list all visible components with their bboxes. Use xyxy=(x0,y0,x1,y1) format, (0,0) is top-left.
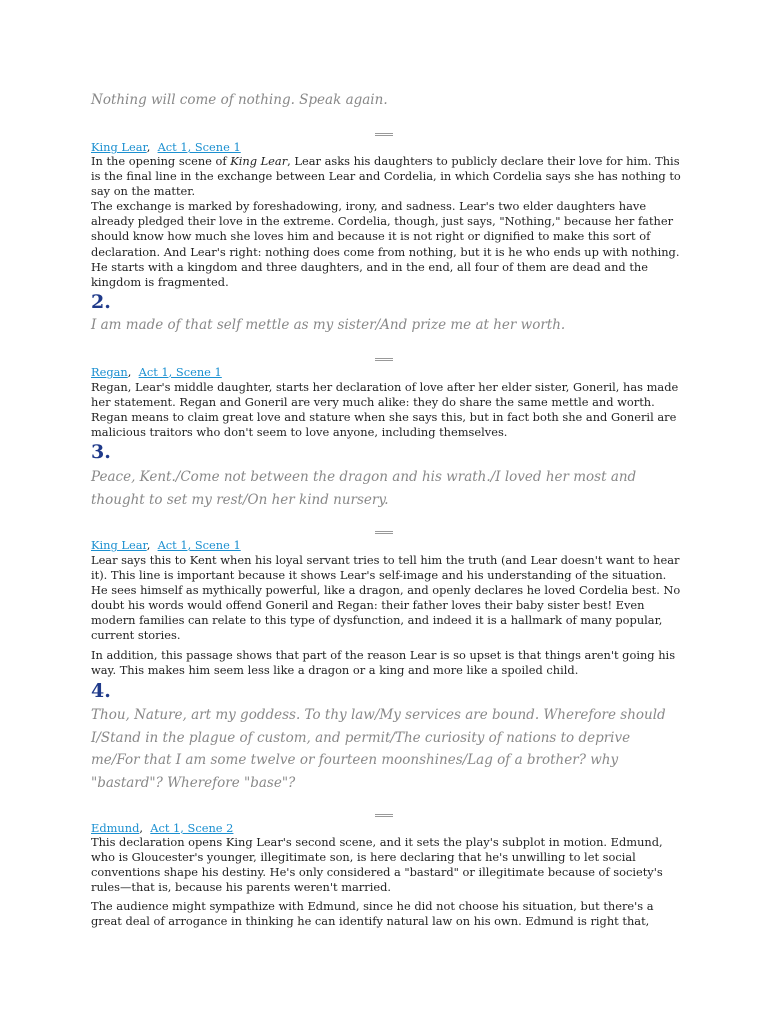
separator-1 xyxy=(375,133,393,136)
quote-4: Thou, Nature, art my goddess. To thy law/My services are bound. Wherefore should I/Stand in the plague of custom, and permit/The curiosity of nations to deprive me/For that I am some twelve or fourteen moonshines/Lag of a brother? why "bastard"? Wherefore "base"? xyxy=(91,707,666,791)
speaker-link-1[interactable]: King Lear xyxy=(91,140,147,154)
commentary-4-p1: This declaration opens King Lear's second scene, and it sets the play's subplot in motion. Edmund, who is Gloucester's younger, illegitimate son, is here declaring that he's unwilling to let social conventions shape his destiny. He's only considered a "bastard" or illegitimate because of society's rules—that is, because his parents weren't married. xyxy=(91,835,663,895)
quote-1: Nothing will come of nothing. Speak again. xyxy=(91,92,388,108)
quote-number-2: 2. xyxy=(91,291,111,313)
comma: , xyxy=(146,140,151,154)
commentary-3-p1: Lear says this to Kent when his loyal servant tries to tell him the truth (and Lear doesn't want to hear it). This line is important because it shows Lear's self-image and his understanding of the situation. He sees himself as mythically powerful, like a dragon, and openly declares he loved Cordelia best. No doubt his words would offend Goneril and Regan: their father loves their baby sister best! Even modern families can relate to this type of dysfunction, and indeed it is a hallmark of many popular, current stories. xyxy=(91,553,681,643)
quote-number-3: 3. xyxy=(91,441,111,463)
commentary-2-p1: Regan, Lear's middle daughter, starts her declaration of love after her elder sister, Goneril, has made her statement. Regan and Goneril are very much alike: they do share the same mettle and worth. Regan means to claim great love and stature when she says this, but in fact both she and Goneril are malicious traitors who don't seem to love anyone, including themselves. xyxy=(91,380,679,440)
act-link-2[interactable]: Act 1, Scene 1 xyxy=(138,365,222,379)
speaker-link-2[interactable]: Regan xyxy=(91,365,128,379)
commentary-1-p2: The exchange is marked by foreshadowing, irony, and sadness. Lear's two elder daughters have already pledged their love in the extreme. Cordelia, though, just says, "Nothing," because her father should know how much she loves him and because it is not right or dignified to make this sort of declaration. And Lear's right: nothing does come from nothing, but it is he who ends up with nothing. He starts with a kingdom and three daughters, and in the end, all four of them are dead and the kingdom is fragmented. xyxy=(91,199,680,289)
commentary-1-p1: In the opening scene of King Lear, Lear asks his daughters to publicly declare their love for him. This is the final line in the exchange between Lear and Cordelia, in which Cordelia says she has nothing to say on the matter. xyxy=(91,154,681,199)
speaker-link-3[interactable]: King Lear xyxy=(91,538,147,552)
source-4 xyxy=(91,821,233,836)
play-title: King Lear xyxy=(230,154,288,168)
source-2 xyxy=(91,365,222,380)
commentary-3 xyxy=(91,553,681,678)
separator-2 xyxy=(375,358,393,361)
separator-4 xyxy=(375,814,393,817)
comma: , xyxy=(146,538,151,552)
source-3 xyxy=(91,538,241,553)
commentary-2 xyxy=(91,380,681,440)
speaker-link-4[interactable]: Edmund xyxy=(91,821,140,835)
commentary-4 xyxy=(91,835,681,930)
quote-number-4: 4. xyxy=(91,680,111,702)
quote-2: I am made of that self mettle as my sister/And prize me at her worth. xyxy=(91,317,566,333)
act-link-4[interactable]: Act 1, Scene 2 xyxy=(150,821,234,835)
commentary-4-p2: The audience might sympathize with Edmund, since he did not choose his situation, but there's a great deal of arrogance in thinking he can identify natural law on his own. Edmund is right that, xyxy=(91,899,654,929)
comma: , xyxy=(139,821,143,835)
act-link-1[interactable]: Act 1, Scene 1 xyxy=(157,140,241,154)
commentary-3-p2: In addition, this passage shows that part of the reason Lear is so upset is that things aren't going his way. This makes him seem less like a dragon or a king and more like a spoiled child. xyxy=(91,647,676,677)
commentary-1 xyxy=(91,154,681,290)
separator-3 xyxy=(375,531,393,534)
source-1 xyxy=(91,140,241,155)
act-link-3[interactable]: Act 1, Scene 1 xyxy=(157,538,241,552)
comma: , xyxy=(127,365,132,379)
quote-3: Peace, Kent./Come not between the dragon and his wrath./I loved her most and thought to set my rest/On her kind nursery. xyxy=(91,469,637,508)
